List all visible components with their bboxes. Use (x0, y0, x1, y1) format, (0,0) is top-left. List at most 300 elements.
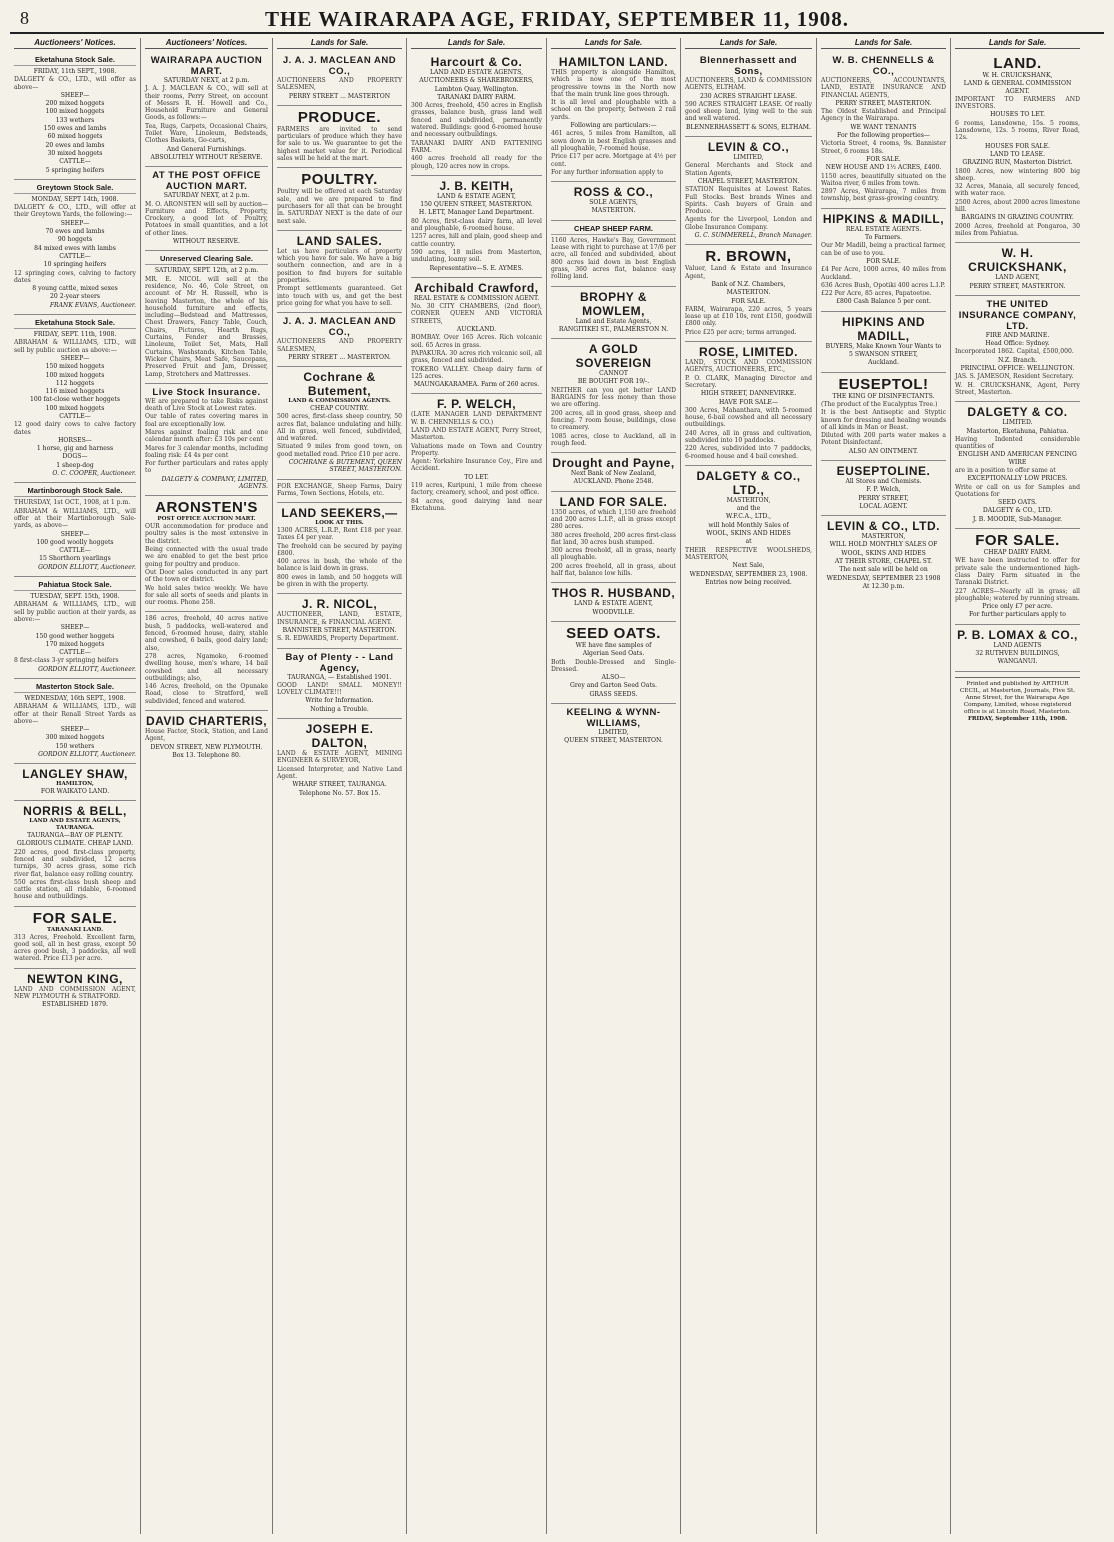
ad-line: Let us have particulars of property which you have for sale. We have a big southern connection, and are in a position to find buyers for suitable properties. (277, 247, 402, 285)
ad-line: NEW HOUSE AND 1½ ACRES, £400. (825, 164, 942, 172)
ad-line: 636 Acres Bush, Opotiki 400 acres L.I.P. (821, 281, 946, 289)
ad-line: 80 Acres, first-class dairy farm, all level and ploughable, 6-roomed house. (411, 217, 542, 233)
ad-line: ENGLISH AND AMERICAN FENCING WIRE (958, 451, 1077, 466)
ad-line: DOGS— (62, 453, 88, 461)
ad-line: The next sale will be held on (839, 566, 928, 574)
ad-line: CHEAP COUNTRY. (310, 404, 369, 412)
column-5 (547, 38, 681, 1534)
ad-line: LAND TO LEASE. (989, 150, 1046, 158)
ad-title: THE UNITED INSURANCE COMPANY, LTD. (958, 298, 1077, 332)
ad-line: Grey and Garton Seed Oats. (570, 682, 657, 690)
ad-title: W. H. CRUICKSHANK, (968, 246, 1067, 275)
advertisement (277, 594, 402, 648)
ad-line: Representative—S. E. AYMES. (429, 264, 524, 272)
ad-line: TO LET. (464, 473, 489, 481)
ad-title: PRODUCE. (297, 108, 382, 126)
ad-line: J. B. MOODIE, Sub-Manager. (972, 515, 1063, 523)
ad-line: AUCTIONEERS, LAND & COMMISSION AGENTS, ELTHAM. (685, 77, 812, 92)
ad-line: 150 good wether hoggets (35, 632, 115, 640)
ad-subtitle: LAND & COMMISSION AGENTS. (288, 398, 391, 405)
column-8 (951, 38, 1084, 1534)
ad-line: AUCTIONEERS, ACCOUNTANTS, LAND, ESTATE INSURANCE AND FINANCIAL AGENTS, (821, 77, 946, 99)
ad-line: General Merchants and Stock and Station Agents, (685, 162, 812, 177)
ad-line: Box 13. Telephone 80. (172, 751, 241, 759)
ad-line: For the following properties— (837, 132, 930, 140)
ad-line: Masterton, Eketahuna, Pahiatua. (966, 427, 1069, 435)
ad-line: Prompt settlements guaranteed. Get into touch with us, and get the best price going for what you have to sell. (277, 285, 402, 307)
ad-line: PERRY STREET ... MASTERTON. (288, 353, 391, 361)
column-3 (273, 38, 407, 1534)
ad-line: 100 good woolly hoggets (36, 538, 114, 546)
ad-line: For any further information apply to (551, 168, 664, 176)
advertisement (145, 711, 268, 764)
ad-line: 5 SWANSON STREET, (849, 351, 918, 359)
ad-signature: G. C. SUMMERELL, Branch Manager. (694, 232, 812, 240)
ad-signature: GORDON ELLIOTT, Auctioneer. (38, 665, 136, 673)
ad-title: ROSS & CO., (573, 185, 654, 200)
advertisement (14, 764, 136, 801)
ad-section-heading: CHEAP SHEEP FARM. (551, 224, 676, 235)
ad-line: 460 acres freehold all ready for the plough, 120 acres now in crops. (411, 155, 542, 170)
ad-title: EUSEPTOL! (838, 375, 929, 393)
ad-title: Bay of Plenty - - Land Agency, (285, 651, 394, 674)
ad-title: WAIRARAPA AUCTION MART. (150, 55, 263, 77)
imprint-footer: Printed and published by ARTHUR CECIL, at Masterton, Journals, Five St. Anne Street, for the Wairarapa Age Company, Limited, whose registered office is at Lincoln Road, Masterton. (955, 677, 1080, 716)
ad-line: 8 first-class 3-yr springing heifers (14, 657, 119, 665)
ad-title: Drought and Payne, (552, 456, 675, 471)
advertisement (14, 801, 136, 906)
ad-line: S. R. EDWARDS, Property Department. (277, 635, 399, 643)
ad-line: 1085 acres, close to Auckland, all in rough feed. (551, 432, 676, 447)
ad-line: LAND AND COMMISSION AGENT, NEW PLYMOUTH & STRATFORD. (14, 985, 136, 1001)
advertisement (685, 52, 812, 137)
ad-line: WOOL, SKINS AND HIDES (841, 549, 926, 557)
ad-line: £4 Per Acre, 1000 acres, 40 miles from Auckland. (821, 266, 946, 281)
ad-line: 146 Acres, freehold, on the Opunake Road, close to Stratford, well subdivided, fenced and watered. (145, 683, 268, 705)
ad-line: CATTLE— (59, 649, 91, 657)
advertisement (145, 167, 268, 251)
ad-title: HAMILTON LAND. (558, 55, 669, 69)
ad-line: NEITHER can you get better LAND BARGAINS for less money than those we are offering. (551, 386, 676, 409)
advertisement (411, 278, 542, 395)
ad-section-heading: Greytown Stock Sale. (14, 183, 136, 194)
ad-line: QUEEN STREET, MASTERTON. (564, 737, 663, 745)
ad-line: ABRAHAM & WILLIAMS, LTD., will sell by public auction as above:— (14, 339, 136, 354)
ad-line: 1150 acres, beautifully situated on the Waitoa river, 6 miles from town. (821, 172, 946, 187)
advertisement (14, 180, 136, 315)
ad-line: PERRY STREET ... MASTERTON (288, 92, 391, 100)
ad-title: THOS R. HUSBAND, (551, 586, 676, 601)
ad-line: LAND & ESTATE AGENT, MINING ENGINEER & SURVEYOR, (277, 750, 402, 765)
ad-line: 8 young cattle, mixed sexes (32, 285, 118, 293)
ad-line: 1 sheep-dog (56, 461, 94, 469)
ad-line: Following are particulars:— (570, 122, 657, 130)
ad-title: HIPKINS AND MADILL, (841, 314, 926, 343)
ad-line: FOR SALE. (866, 155, 901, 163)
ad-line: WANGANUI. (997, 658, 1038, 666)
ad-line: WEDNESDAY, 16th SEPT., 1908. (24, 695, 126, 702)
ad-line: DALGETY & CO., LTD., will offer as above— (14, 76, 136, 91)
advertisement (955, 402, 1080, 529)
ad-line: BLENNERHASSETT & SONS, ELTHAM. (686, 123, 811, 131)
ad-line: 2000 Acres, freehold at Pongaroa, 30 miles from Pahiatua. (955, 222, 1080, 237)
ad-line: FOR SALE. (731, 297, 766, 305)
ad-line: LAND AGENTS (993, 641, 1042, 649)
ad-line: OUR accommodation for produce and poultry sales is the most extensive in the district. (145, 523, 268, 545)
ad-line: WE WANT TENANTS (850, 123, 917, 131)
ad-line: LAND AND ESTATE AGENTS, (429, 69, 524, 76)
ad-line: £800 Cash Balance 5 per cent. (836, 298, 931, 306)
advertisement (145, 612, 268, 711)
ad-line: 100 mixed hoggets (45, 371, 105, 379)
advertisement (14, 679, 136, 764)
ad-line: FOR WAIKATO LAND. (40, 788, 110, 796)
ad-line: DALGETY & CO., LTD., will offer at their Greytown Yards, the following:— (14, 204, 136, 219)
ad-line: DEVON STREET, NEW PLYMOUTH. (150, 743, 263, 751)
advertisement (821, 461, 946, 516)
ad-title: FOR SALE. (975, 532, 1060, 550)
ad-line: 240 Acres, all in grass and cultivation, subdivided into 10 paddocks. (685, 429, 812, 444)
ad-line: 84 acres, good dairying land near Ekctahuna. (411, 497, 542, 512)
ad-line: TAURANGA—BAY OF PLENTY. (27, 832, 123, 840)
ad-line: To Farmers. (865, 234, 902, 242)
ad-line: 90 hoggets (57, 236, 93, 244)
ad-line: 116 mixed hoggets (45, 388, 105, 396)
ad-line: Price only £7 per acre. (982, 603, 1053, 611)
advertisement (551, 182, 676, 221)
ad-line: FRIDAY, SEPT. 11th, 1908. (33, 331, 117, 339)
ad-title: DALGETY & CO. (967, 405, 1068, 420)
ad-signature: FRANK EVANS, Auctioneer. (49, 301, 136, 309)
ad-line: Valuer, Land & Estate and Insurance Agent, (685, 265, 812, 280)
ad-line: WITHOUT RESERVE. (173, 238, 240, 246)
advertisement (14, 52, 136, 180)
ad-line: TOKERO VALLEY. Cheap dairy farm of 125 acres. (411, 365, 542, 380)
ad-line: Price £17 per acre. Mortgage at 4½ per cent. (551, 153, 676, 168)
ad-line: 1300 ACRES, L.R.P., Rent £18 per year. Taxes £4 per year. (277, 526, 402, 542)
ad-line: SATURDAY NEXT, at 2 p.m. (163, 192, 250, 200)
advertisement (14, 577, 136, 679)
ad-line: 800 ewes in lamb, and 50 hoggets will be given in with the property. (277, 573, 402, 589)
ad-title: KEELING & WYNN-WILLIAMS, (566, 707, 661, 730)
ad-line: HAVE FOR SALE— (718, 398, 779, 406)
advertisement (821, 312, 946, 373)
advertisement (955, 243, 1080, 296)
ad-title: ROSE, LIMITED. (698, 345, 798, 360)
advertisement (685, 466, 812, 591)
ad-line: FARM, Wairarapa, 220 acres, 5 years lease up at £10 10s, rent £150, goodwill £800 only. (685, 305, 812, 328)
ad-line: WOODVILLE. (592, 608, 635, 616)
ad-line: AUCTIONEER, LAND, ESTATE, INSURANCE, & FINANCIAL AGENT. (277, 611, 402, 626)
ad-line: (LATE MANAGER LAND DEPARTMENT W. B. CHENNELLS & CO.) (411, 411, 542, 426)
ad-line: Incorporated 1862. Capital, £500,000. (955, 348, 1074, 356)
ad-line: IMPORTANT TO FARMERS AND INVESTORS. (955, 95, 1080, 111)
ad-line: ALSO AN OINTMENT. (848, 447, 919, 455)
advertisement (145, 251, 268, 383)
ad-line: LIMITED, (733, 154, 764, 162)
ad-line: SATURDAY, SEPT. 12th, at 2 p.m. (154, 267, 259, 275)
ad-line: LAND & GENERAL COMMISSION AGENT. (963, 80, 1072, 95)
ad-line: 150 ewes and lambs (43, 125, 107, 133)
column-header: Lands for Sale. (551, 38, 676, 49)
ad-line: Next Sale, (732, 562, 765, 570)
ad-line: MASTERTON, (726, 496, 771, 504)
ad-signature: COCHRANE & BUTEMENT, QUEEN STREET, MASTERTON. (288, 459, 402, 474)
ad-line: House Factor, Stock, Station, and Land Agent, (145, 727, 268, 743)
ad-line: SHEEP— (60, 219, 90, 227)
ad-line: Mares for 3 calendar months, including foaling risk: £4 4s per cent (145, 444, 268, 459)
ad-line: Head Office: Sydney. (985, 340, 1050, 348)
ad-line: The freehold can be secured by paying £800. (277, 542, 402, 557)
ad-title: FOR SALE. (32, 909, 118, 927)
ad-line: Land and Estate Agents, (575, 317, 652, 325)
advertisement (277, 168, 402, 230)
ad-title: A GOLD SOVEREIGN (575, 342, 652, 371)
ad-line: Having Indented considerable quantities of (955, 435, 1080, 451)
ad-line: MONDAY, SEPT 14th, 1908. (31, 195, 119, 203)
ad-line: Out Door sales conducted in any part of the town or district. (145, 568, 268, 584)
ad-line: 220 acres, good first-class property, fenced and subdivided, 12 acres turnips, 30 acres grass, some rich river flat, balance easy rolling country. (14, 848, 136, 878)
ad-line: The Oldest Established and Principal Agency in the Wairarapa. (821, 108, 946, 123)
ad-line: Diluted with 200 parts water makes a Potent Disinfectant. (821, 432, 946, 447)
ad-title: LEVIN & CO., LTD. (827, 519, 940, 534)
ad-line: are in a position to offer same at (955, 466, 1056, 474)
ad-line: Bank of N.Z. Chambers, (711, 280, 786, 288)
column-header: Lands for Sale. (955, 38, 1080, 49)
ad-title: W. B. CHENNELLS & CO., (832, 55, 935, 77)
ad-line: For further particulars and rates apply to (145, 460, 268, 475)
ad-line: MASTERTON. (591, 207, 636, 215)
ad-line: 150 wethers (55, 742, 95, 750)
ad-line: Price £25 per acre; terms arranged. (685, 328, 797, 336)
ad-line: 200 mixed hoggets (45, 100, 105, 108)
ad-line: Both Double-Dressed and Single-Dressed. (551, 658, 676, 673)
ad-line: Valuations made on Town and Country Property. (411, 442, 542, 457)
ad-line: 32 Acres, Manaia, all securely fenced, with water race. (955, 183, 1080, 198)
ad-line: LAND AND ESTATE AGENT, Perry Street, Masterton. (411, 426, 542, 442)
advertisement (277, 106, 402, 168)
ad-line: SOLE AGENTS, (589, 199, 638, 207)
masthead (10, 6, 1104, 34)
ad-line: 230 ACRES STRAIGHT LEASE. (699, 92, 798, 100)
advertisement (14, 907, 136, 969)
ad-section-heading: Eketahuna Stock Sale. (14, 318, 136, 329)
ad-line: 15 Shorthorn yearlings (39, 555, 111, 563)
ad-line: CANNOT (599, 370, 628, 378)
ad-line: TARANAKI DAIRY AND FATTENING FARM. (411, 139, 542, 154)
advertisement (277, 313, 402, 367)
column-header: Auctioneers' Notices. (145, 38, 268, 49)
ad-line: WE have fine samples of (575, 641, 652, 649)
column-7 (817, 38, 951, 1534)
ad-line: Telephone No. 57. Box 15. (298, 789, 381, 797)
ad-line: It is the best Antiseptic and Styptic known for dressing and healing wounds of all kinds in Man or Beast. (821, 409, 946, 431)
advertisement (955, 296, 1080, 402)
ad-line: Write for Information. (305, 697, 374, 705)
ad-line: SHEEP— (60, 624, 90, 632)
ad-line: Tea, Rugs, Carpets, Occasional Chairs, Toilet Ware, Linoleum, Bedsteads, Clothes Baskets, Go-carts, (145, 122, 268, 145)
ad-title: J. B. KEITH, (439, 178, 514, 193)
ad-line: THIS property is alongside Hamilton, which is now one of the most progressive towns in the North now that the main trunk line goes through. (551, 69, 676, 98)
advertisement (551, 492, 676, 584)
advertisement (551, 287, 676, 340)
advertisement (685, 342, 812, 466)
advertisement (145, 384, 268, 497)
ad-signature: GORDON ELLIOTT, Auctioneer. (38, 751, 136, 759)
ad-line: F. P. Welch, (866, 486, 901, 494)
ad-line: N.Z. Branch. (997, 356, 1038, 364)
ad-line: MASTERTON, (861, 533, 906, 541)
ad-subtitle: LOOK AT THIS. (315, 520, 364, 527)
ad-line: LIMITED, (598, 729, 629, 737)
ad-line: CHEAP DAIRY FARM. (983, 549, 1052, 557)
ad-line: GOOD LAND! SMALL MONEY!! LOVELY CLIMATE!!! (277, 681, 402, 697)
ad-line: and the (736, 505, 761, 513)
ad-line: H. LETT, Manager Land Department. (418, 209, 535, 217)
ad-line: 12 good dairy cows to calve factory dates (14, 421, 136, 436)
ad-line: GLORIOUS CLIMATE. CHEAP LAND. (16, 840, 134, 848)
advertisement (14, 315, 136, 483)
ad-line: BE BOUGHT FOR 19/-. (577, 378, 650, 386)
ad-subtitle: HAMILTON, (56, 781, 94, 788)
ad-line: LAND AGENT, (995, 274, 1040, 282)
advertisement (685, 137, 812, 245)
ad-line: SEED OATS. (998, 499, 1037, 507)
advertisement (685, 245, 812, 342)
column-1 (10, 38, 141, 1534)
ad-line: Next Bank of New Zealand, (570, 470, 657, 478)
ad-line: REAL ESTATE AGENTS. (845, 225, 922, 233)
ad-title: NEWTON KING, (27, 971, 123, 986)
ad-line: 400 acres in bush, the whole of the balance is laid down in grass. (277, 558, 402, 573)
ad-title: LAND FOR SALE. (559, 494, 668, 509)
ad-line: Agent: Yorkshire Insurance Coy., Fire and Accident. (411, 458, 542, 473)
ad-line: Auckland. (868, 359, 899, 367)
ad-line: REAL ESTATE & COMMISSION AGENT. (413, 294, 540, 302)
ad-line: 550 acres first-class bush sheep and cattle station, all ridable, 6-roomed house and outbuildings. (14, 878, 136, 901)
ad-title: LAND SALES. (296, 233, 383, 248)
ad-title: J. R. NICOL, (301, 597, 378, 612)
ad-line: AT THEIR STORE, CHAPEL ST. (834, 558, 933, 566)
ad-line: Victoria Street, 4 rooms, 9s. Bannister Street, 6 rooms 18s. (821, 140, 946, 155)
ad-line: P. O. CLARK, Managing Director and Secretary. (685, 374, 812, 389)
ad-line: TUESDAY, SEPT. 15th, 1908. (30, 593, 120, 601)
ad-title: JOSEPH E. DALTON, (305, 722, 374, 751)
ad-line: WE are prepared to take Risks against death of Live Stock at Lowest rates. (145, 397, 268, 413)
ad-line: Mares against foaling risk and one calendar month after: £3 10s per cent (145, 428, 268, 444)
ad-line: 380 acres freehold, 200 acres first-class flat land, 30 acres bush stumped. (551, 531, 676, 546)
ad-line: 1 horse, gig and harness (36, 445, 114, 453)
ad-line: AUCKLAND. Phone 2548. (573, 478, 654, 486)
ad-line: WOOL, SKINS AND HIDES (706, 530, 791, 538)
ad-line: At 12.30 p.m. (862, 582, 905, 590)
ad-line: WILL HOLD MONTHLY SALES OF (829, 541, 938, 549)
ad-title: Blennerhassett and Sons, (699, 55, 798, 77)
ad-line: CATTLE— (59, 412, 91, 420)
ad-title: LAND. (993, 55, 1042, 72)
column-6 (681, 38, 817, 1534)
advertisement (277, 719, 402, 802)
advertisement (955, 672, 1080, 727)
ad-line: will hold Monthly Sales of (708, 521, 789, 529)
ad-line: EXCEPTIONALLY LOW PRICES. (967, 475, 1068, 483)
ad-line: Agents for the Liverpool, London and Globe Insurance Company. (685, 216, 812, 231)
ad-line: MASTERTON. (726, 289, 771, 297)
ad-line: WEDNESDAY, SEPTEMBER 23, 1908. (689, 570, 808, 578)
ad-line: PRINCIPAL OFFICE: WELLINGTON. (960, 365, 1075, 373)
ad-title: BROPHY & MOWLEM, (579, 289, 648, 318)
ad-line: 20 ewes and lambs (45, 141, 105, 149)
ad-line: 12 springing cows, calving to factory dates (14, 269, 136, 284)
ad-section-heading: Pahiatua Stock Sale. (14, 580, 136, 591)
ad-line: 186 acres, freehold, 40 acres native bush, 5 paddocks, well-watered and fenced, 6-roomed house, dairy, stable and cowshed, 6 bails, good dairy land; also, (145, 615, 268, 652)
ad-title: SEED OATS. (566, 624, 661, 642)
ad-line: BUYERS, Make Known Your Wants to (825, 342, 942, 350)
ad-line: CATTLE— (59, 547, 91, 555)
ad-line: ABRAHAM & WILLIAMS, LTD., will sell by public auction at their yards, as above:— (14, 601, 136, 623)
advertisement (551, 52, 676, 182)
ad-line: WE have been instructed to offer for private sale the undermentioned high-class Dairy Farm situated in the Taranaki District. (955, 557, 1080, 587)
ad-line: MR. E. NICOL will sell at the residence, No. 46, Cole Street, on account of Mr H. Russell, who is leaving Masterton, the whole of his household furniture and effects, including—Bedstead and Mattresses, Chest Drawers, Fancy Table, Couch, Chairs, Pictures, Hearth Rugs, Curtains, Fender and Brasses, Linoleum, Toilet Set, Mats, Hall Curtains, Washstands, Kitchen Table, Wicker Chairs, Meat Safe, Saucepans, Preserved Fruit and Jam, Dresser, Lamp, Stretchers and Mattresses. (145, 275, 268, 378)
advertisement (821, 373, 946, 461)
ad-line: For further particulars apply to (969, 611, 1066, 619)
ad-line: Our Mr Madill, being a practical farmer, can be of use to you. (821, 242, 946, 257)
ad-line: Situated 9 miles from good town, on good metalled road. Price £10 per acre. (277, 443, 402, 458)
ad-title: Cochrane & Butement, (303, 370, 376, 399)
advertisement (145, 52, 268, 167)
ad-title: P. B. LOMAX & CO., (957, 627, 1078, 642)
column-header: Lands for Sale. (411, 38, 542, 49)
ad-line: 60 mixed hoggets (47, 133, 103, 141)
advertisement (551, 339, 676, 453)
ad-line: FIRE AND MARINE. (985, 331, 1050, 339)
ad-line: 200 acres freehold, all in grass, about half flat, balance low hills. (551, 562, 676, 578)
ad-line: 300 Acres, freehold, 450 acres in English grasses, balance bush, grass land well fenced and subdivided, permanently watered. Buildings: good 6-roomed house and necessary outbuildings. (411, 102, 542, 139)
ad-line: Write or call on us for Samples and Quotations for (955, 483, 1080, 498)
advertisement (411, 394, 542, 517)
ad-line: 313 Acres, Freehold. Excellent farm, good soil, all in best grass, except 50 acres good bush, 3 paddocks, all well watered. Price £13 per acre. (14, 933, 136, 963)
advertisement (821, 516, 946, 595)
ad-line: 32 RUTHVEN BUILDINGS, (975, 650, 1060, 658)
ad-line: And General Furnishings. (166, 145, 247, 153)
ad-line: 227 ACRES—Nearly all in grass; all ploughable; watered by running stream. (955, 587, 1080, 602)
ad-line: PERRY STREET, (858, 494, 909, 502)
ad-line: Our table of rates covering mares in foal are exceptionally low. (145, 413, 268, 428)
ad-line: FRIDAY, 11th SEPT., 1908. (33, 68, 117, 75)
ad-title: J. A. J. MACLEAN AND CO., (282, 55, 397, 77)
ad-line: 1257 acres, hill and plain, good sheep and cattle country. (411, 233, 542, 248)
ad-line: GRASS SEEDS. (589, 690, 638, 698)
ad-line: ALSO— (601, 674, 626, 682)
ad-title: DAVID CHARTERIS, (145, 713, 268, 728)
ad-line: CATTLE— (59, 158, 91, 166)
advertisement (277, 480, 402, 504)
ad-line: GRAZING RUN, Masterton District. (962, 159, 1073, 167)
ad-line: 590 ACRES STRAIGHT LEASE. Of really good sheep land, lying well to the sun and well watered. (685, 100, 812, 123)
ad-section-heading: Martinborough Stock Sale. (14, 486, 136, 497)
ad-title: NORRIS & BELL, (23, 804, 127, 819)
advertisement (551, 221, 676, 287)
ad-line: M. O. ARONSTEN will sell by auction—Furniture and Effects, Property, Crockery, a good lot of Poultry, Potatoes in small quantities, and a lot of other lines. (145, 200, 268, 237)
ad-line: PERRY STREET, MASTERTON. (835, 99, 932, 107)
ad-line: RANGITIKEI ST., PALMERSTON N. (558, 325, 669, 333)
advertisement (821, 52, 946, 209)
ad-line: 10 springing heifers (43, 261, 107, 269)
ad-line: TARANAKI DAIRY FARM. (437, 93, 516, 101)
advertisement (277, 503, 402, 594)
ad-line: 300 mixed hoggets (45, 734, 105, 742)
ad-line: HOUSES FOR SALE. (985, 142, 1050, 150)
